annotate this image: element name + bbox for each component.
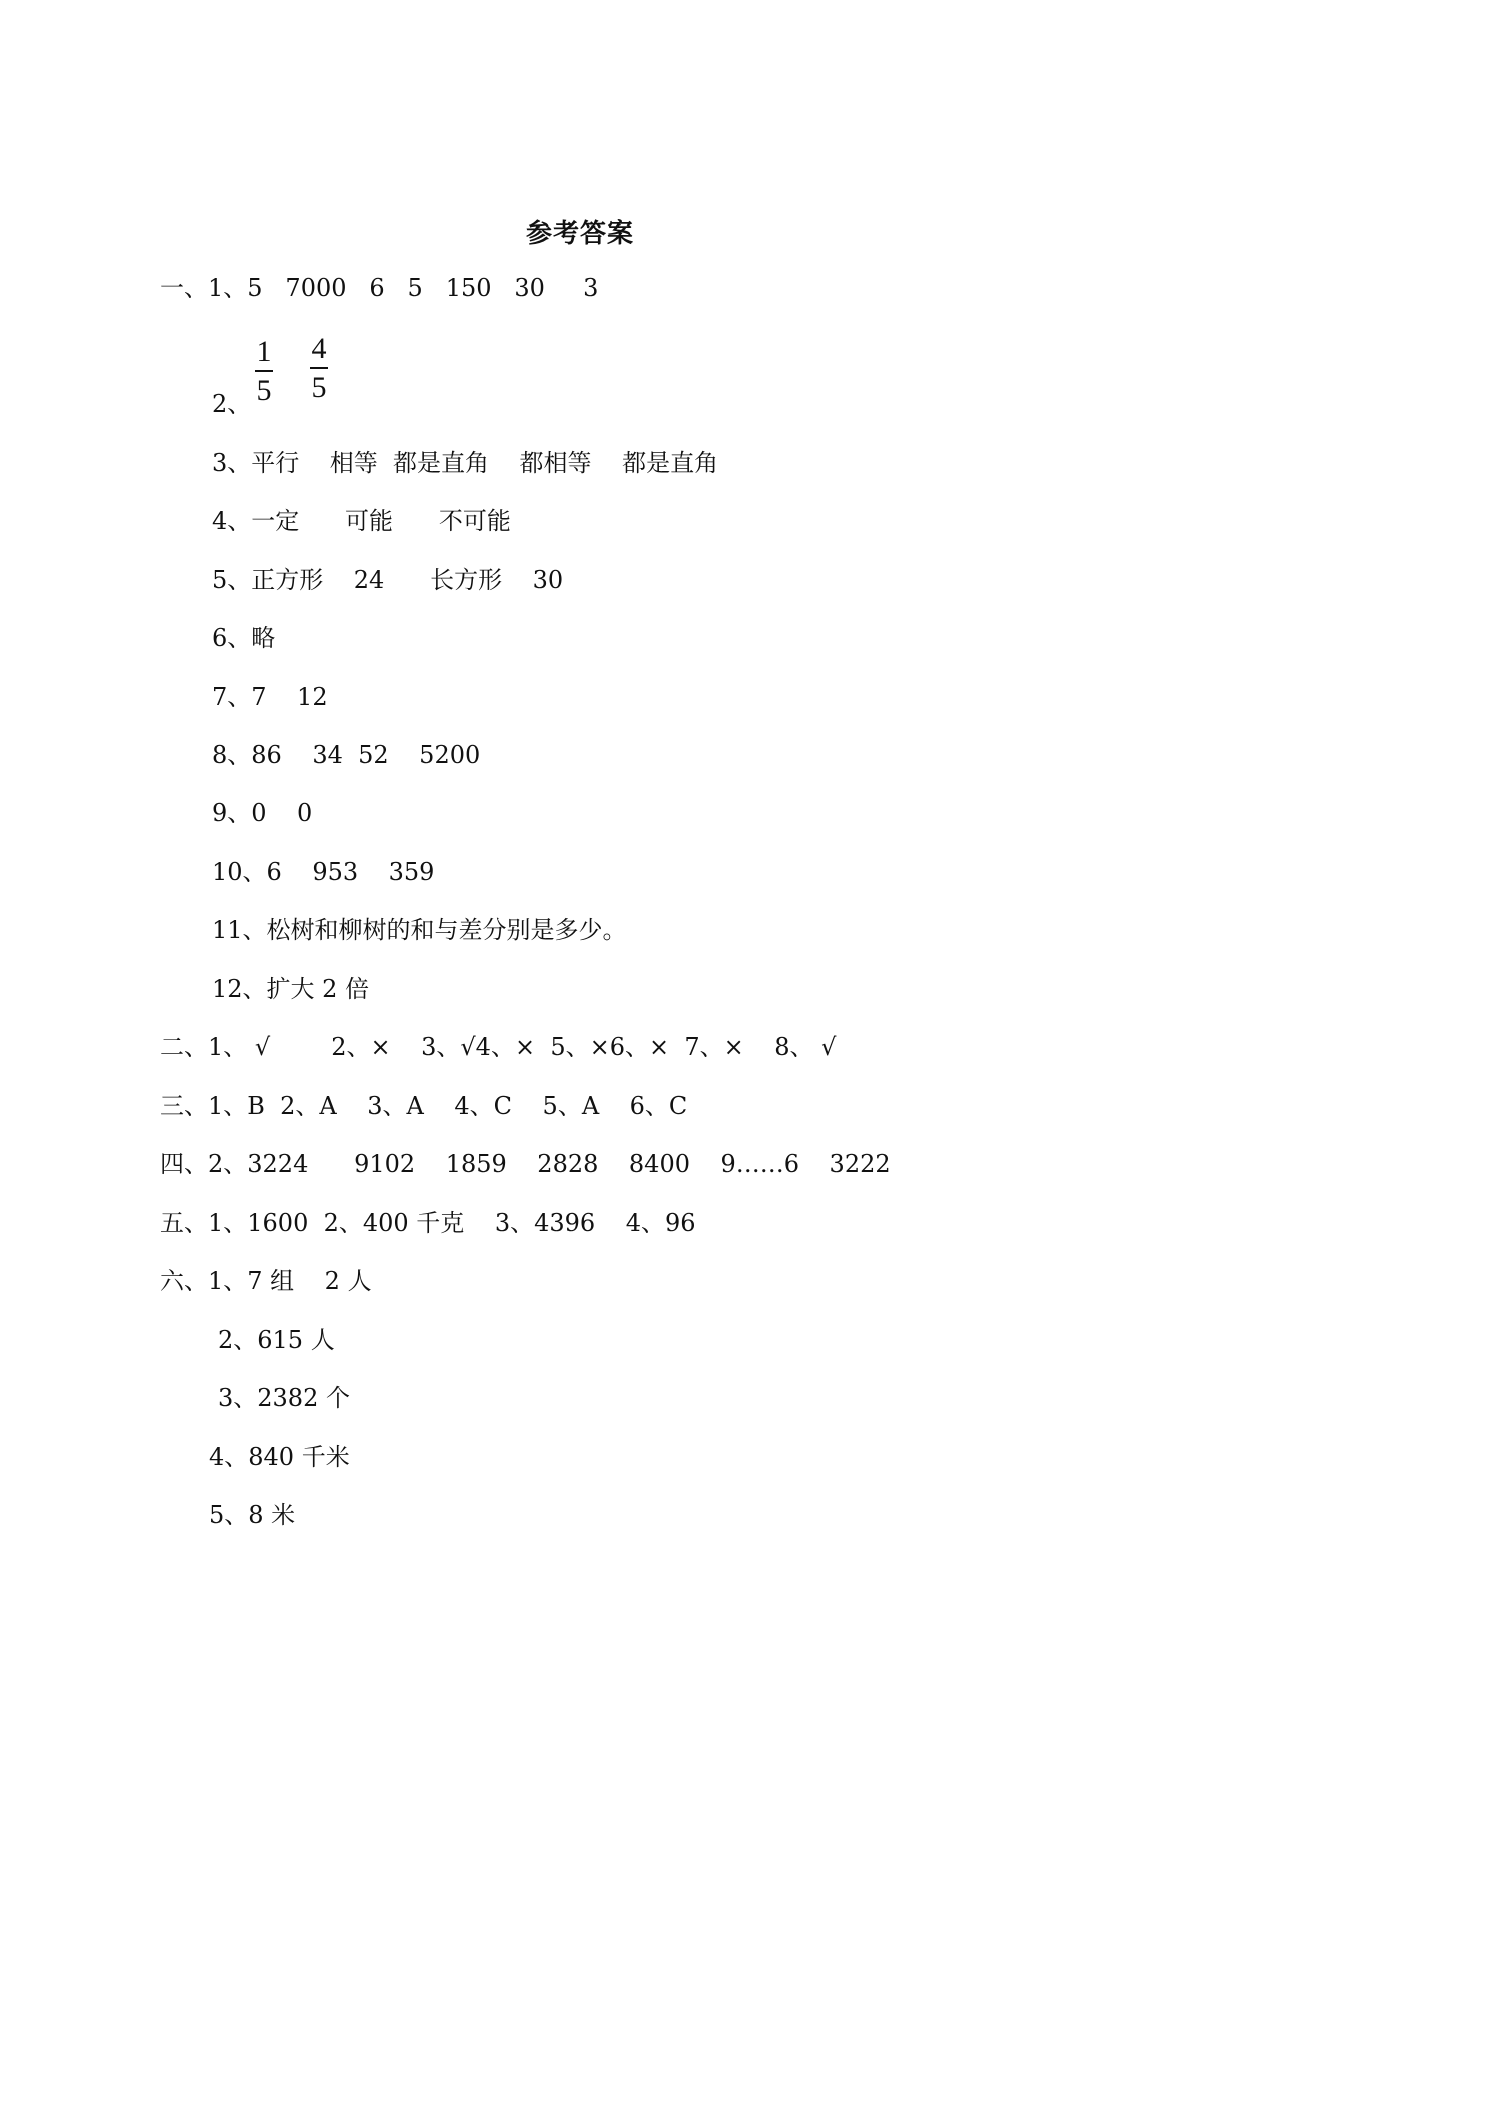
section1-q5: 5、正方形 24 长方形 30 <box>212 566 564 594</box>
section1-q8: 8、86 34 52 5200 <box>212 741 481 769</box>
fraction-four-fifths <box>308 333 330 404</box>
section1-q12: 12、扩大 2 倍 <box>212 975 370 1003</box>
section1-q10: 10、6 953 359 <box>212 858 435 886</box>
section1-q6: 6、略 <box>212 624 276 652</box>
section1-q4: 4、一定 可能 不可能 <box>212 507 511 535</box>
section1-q2-label: 2、 <box>212 390 252 418</box>
section1-q7: 7、7 12 <box>212 683 328 711</box>
fraction-numerator: 1 <box>256 335 272 368</box>
fraction-bar <box>255 370 273 372</box>
page-title: 参考答案 <box>525 219 634 249</box>
fraction-denominator: 5 <box>311 371 327 404</box>
section1-q1: 一、1、5 7000 6 5 150 30 3 <box>160 274 599 302</box>
section6-q3: 3、2382 个 <box>218 1384 350 1412</box>
fraction-bar <box>310 367 328 369</box>
section1-q3: 3、平行 相等 都是直角 都相等 都是直角 <box>212 449 719 477</box>
section3-answers: 三、1、B 2、A 3、A 4、C 5、A 6、C <box>160 1092 688 1120</box>
section5-answers: 五、1、1600 2、400 千克 3、4396 4、96 <box>160 1209 696 1237</box>
section6-q5: 5、8 米 <box>209 1501 296 1529</box>
section6-q2: 2、615 人 <box>218 1326 335 1354</box>
fraction-denominator: 5 <box>256 374 272 407</box>
fraction-numerator: 4 <box>311 332 327 365</box>
section2-answers: 二、1、 √ 2、× 3、√4、× 5、×6、× 7、× 8、 √ <box>160 1033 837 1061</box>
section1-q11: 11、松树和柳树的和与差分别是多少。 <box>212 916 627 944</box>
section6-q1: 六、1、7 组 2 人 <box>160 1267 372 1295</box>
section1-q9: 9、0 0 <box>212 799 313 827</box>
section6-q4: 4、840 千米 <box>209 1443 350 1471</box>
section4-answers: 四、2、3224 9102 1859 2828 8400 9……6 3222 <box>160 1150 891 1178</box>
fraction-one-fifth <box>253 336 275 407</box>
